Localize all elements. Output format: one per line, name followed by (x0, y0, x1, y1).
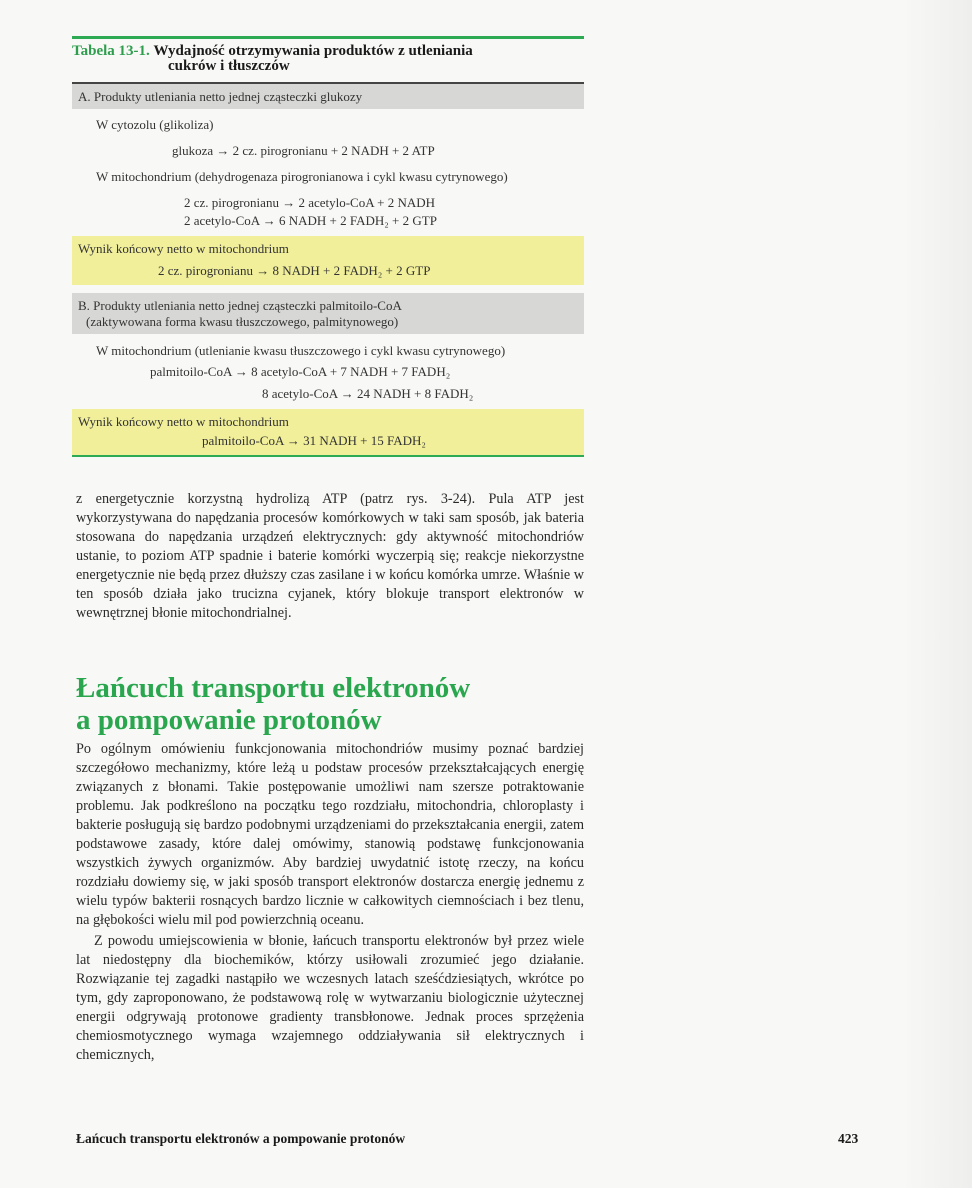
running-footer-title: Łańcuch transportu elektronów a pompowanie protonów (76, 1131, 406, 1146)
paragraph-3: Z powodu umiejscowienia w błonie, łańcuch transportu elektronów był przez wiele lat niedostępny dla biochemików, którzy usiłowali zrozumieć jego działanie. Rozwiązanie tej zagadki nastąpiło we wczesnych latach sześćdziesiątych, wkrótce po tym, gdy zaproponowano, że podstawową rolę w wytwarzaniu biologicznie użytecznej energii odgrywają protonowe gradienty transbłonowe. Jednak proces sprzężenia chemiosmotycznego wymaga wzajemnego oddziaływania sił elektrycznych i chemicznych, (76, 933, 584, 1063)
section-b-net-eq: palmitoilo-CoA → 31 NADH + 15 FADH₂ (202, 433, 426, 448)
section-a-net-eq: 2 cz. pirogronianu → 8 NADH + 2 FADH₂ + 2 GTP (158, 263, 431, 278)
section-heading (76, 672, 596, 736)
table-label: Tabela 13-1. (72, 43, 150, 59)
page-number: 423 (838, 1131, 859, 1146)
section-b-net-label: Wynik końcowy netto w mitochondrium (78, 414, 289, 429)
table-caption (72, 44, 584, 74)
section-a-net-box (72, 236, 584, 285)
paragraph-1: z energetycznie korzystną hydrolizą ATP (patrz rys. 3-24). Pula ATP jest wykorzystywana do napędzania procesów komórkowych w taki sam sposób, jak bateria stosowana do napędzania urządzeń elektrycznych: gdy aktywność mitochondriów ustanie, to poziom ATP spadnie i baterie komórki wyczerpią się; reakcje niekorzystne energetycznie nie będą przez dłuższy czas zasilane i w końcu komórka umrze. Właśnie w ten sposób działa jako trucizna cyjanek, który blokuje transport elektronów w wewnętrznej błonie mitochondrialnej. (76, 491, 584, 621)
section-a-cytosol-eq: glukoza → 2 cz. pirogronianu + 2 NADH + 2 ATP (172, 143, 435, 158)
table-bottom-rule (72, 455, 584, 457)
paragraph-1-block (76, 490, 584, 623)
paragraph-2-3-block (76, 740, 584, 1065)
section-b-header-line2: (zaktywowana forma kwasu tłuszczowego, palmitynowego) (86, 314, 399, 329)
table-title-line2: cukrów i tłuszczów (168, 58, 290, 74)
section-b-header-line1: B. Produkty utleniania netto jednej cząsteczki palmitoilo-CoA (78, 298, 402, 313)
section-a-mito-eq2: 2 acetylo-CoA → 6 NADH + 2 FADH₂ + 2 GTP (184, 213, 437, 228)
section-b-mito-eq2: 8 acetylo-CoA → 24 NADH + 8 FADH₂ (262, 386, 474, 401)
section-b-mito-label: W mitochondrium (utlenianie kwasu tłuszczowego i cykl kwasu cytrynowego) (96, 343, 506, 358)
section-a-net-label: Wynik końcowy netto w mitochondrium (78, 241, 289, 256)
section-a-cytosol-label: W cytozolu (glikoliza) (96, 117, 214, 132)
table-title-line1: Wydajność otrzymywania produktów z utleniania (153, 43, 473, 59)
section-a-mito-label: W mitochondrium (dehydrogenaza pirogronianowa i cykl kwasu cytrynowego) (96, 169, 508, 184)
section-heading-line1: Łańcuch transportu elektronów (76, 672, 471, 704)
section-heading-line2: a pompowanie protonów (76, 704, 382, 736)
section-b-net-box (72, 409, 584, 455)
page-edge-shadow (902, 0, 972, 1188)
section-a-mito-eq1: 2 cz. pirogronianu → 2 acetylo-CoA + 2 NADH (184, 195, 436, 210)
paragraph-2: Po ogólnym omówieniu funkcjonowania mitochondriów musimy poznać bardziej szczegółowo mechanizmy, które leżą u podstaw procesów przekształcających energię związanych z błonami. Takie postępowanie umożliwi nam szersze potraktowanie problemu. Jak podkreślono na początku tego rozdziału, mitochondria, chloroplasty i bakterie posługują się bardzo podobnymi urządzeniami do przekształcania energii, zatem podstawowe zasady, które dalej omówimy, stanowią podstawę funkcjonowania wszystkich żywych organizmów. Aby bardziej uwydatnić istotę rzeczy, na końcu rozdziału dowiemy się, w jaki sposób transport elektronów dostarcza energię jednemu z wielu typów bakterii rosnących bardzo licznie w całkowitych ciemnościach i bez tlenu, na głębokości wielu mil pod powierzchnią oceanu. (76, 741, 584, 928)
table-top-rule (72, 36, 584, 39)
section-a-header: A. Produkty utleniania netto jednej cząsteczki glukozy (72, 84, 584, 109)
section-b-mito-eq1: palmitoilo-CoA → 8 acetylo-CoA + 7 NADH + 7 FADH₂ (150, 364, 451, 379)
section-b-header (72, 293, 584, 334)
yield-table (72, 36, 584, 457)
